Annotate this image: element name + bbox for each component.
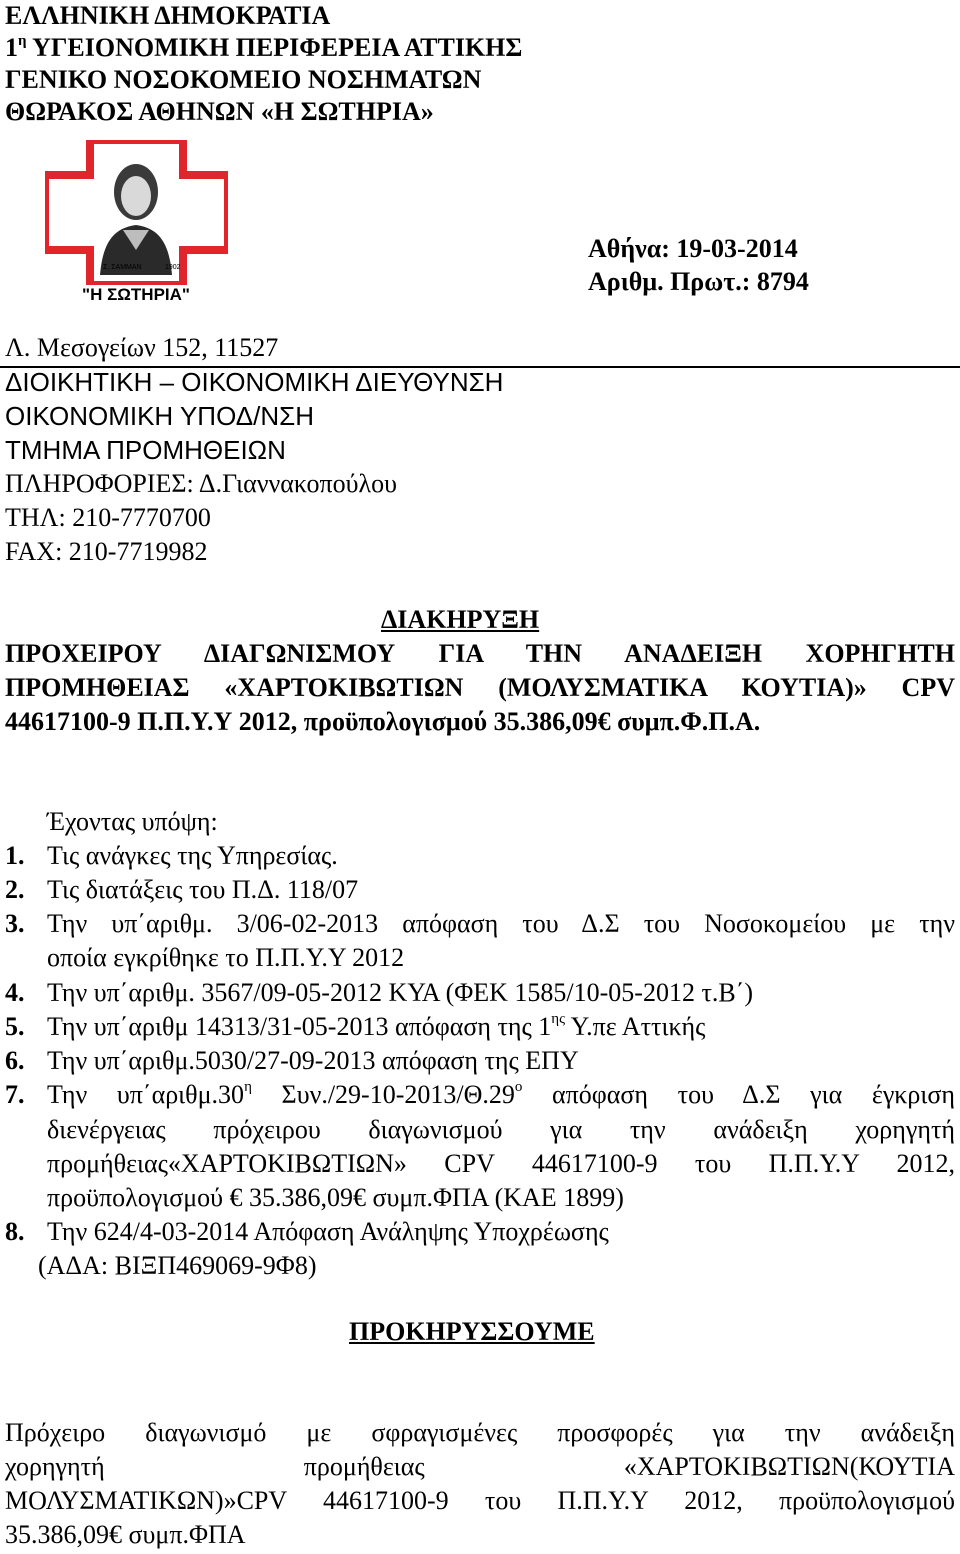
item-number: 7.	[5, 1080, 25, 1109]
phone: ΤΗΛ: 210-7770700	[5, 503, 211, 532]
proclaim-heading: ΠΡΟΚΗΡΥΣΣΟΥΜΕ	[349, 1317, 595, 1346]
subdirectorate: ΟΙΚΟΝΟΜΙΚΗ ΥΠΟΔ/ΝΣΗ	[5, 401, 314, 431]
header-hospital-name: ΘΩΡΑΚΟΣ ΑΘΗΝΩΝ «Η ΣΩΤΗΡΙΑ»	[5, 97, 434, 126]
list-item-text: Συν./29-10-2013/Θ.29	[251, 1080, 515, 1109]
header-hospital: ΓΕΝΙΚΟ ΝΟΣΟΚΟΜΕΙΟ ΝΟΣΗΜΑΤΩΝ	[5, 65, 482, 94]
logo-name: Σ. ΣΑΜΜΑΝ	[103, 264, 142, 271]
protocol-number: Αριθμ. Πρωτ.: 8794	[588, 267, 809, 296]
list-item-text: Την υπ΄αριθμ.30	[47, 1080, 245, 1109]
list-item: Την υπ΄αριθμ. 3/06-02-2013 απόφαση του Δ.Σ του Νοσοκομείου με την	[47, 909, 955, 938]
list-item-text: απόφαση του Δ.Σ για έγκριση	[522, 1080, 955, 1109]
announcement-title-line3: 44617100-9 Π.Π.Υ.Υ 2012, προϋπολογισμού 35.386,09€ συμπ.Φ.Π.Α.	[5, 707, 761, 736]
proclaim-text-line2: χορηγητή προμήθειας «ΧΑΡΤΟΚΙΒΩΤΙΩΝ(ΚΟΥΤΙΑ	[5, 1452, 955, 1481]
header-region	[5, 32, 522, 64]
list-item: Την υπ΄αριθμ.5030/27-09-2013 απόφαση της ΕΠΥ	[47, 1046, 579, 1075]
list-item-continued: διενέργειας πρόχειρου διαγωνισμού για την ανάδειξη χορηγητή	[47, 1115, 955, 1144]
list-item: Την 624/4-03-2014 Απόφαση Ανάληψης Υποχρέωσης	[47, 1217, 609, 1246]
item-number: 4.	[5, 978, 25, 1007]
department: ΤΜΗΜΑ ΠΡΟΜΗΘΕΙΩΝ	[5, 435, 286, 465]
list-item: Τις διατάξεις του Π.Δ. 118/07	[47, 875, 359, 904]
item-number: 2.	[5, 875, 25, 904]
list-item-continued: προϋπολογισμού € 35.386,09€ συμπ.ΦΠΑ (ΚΑΕ 1899)	[47, 1183, 624, 1212]
item-number: 8.	[5, 1217, 25, 1246]
announcement-title-line2: ΠΡΟΜΗΘΕΙΑΣ «ΧΑΡΤΟΚΙΒΩΤΙΩΝ (ΜΟΛΥΣΜΑΤΙΚΑ ΚΟΥΤΙΑ)» CPV	[5, 673, 955, 702]
header-country: ΕΛΛΗΝΙΚΗ ΔΗΜΟΚΡΑΤΙΑ	[5, 1, 331, 30]
fax: FAX: 210-7719982	[5, 537, 208, 566]
list-item-sup: η	[244, 1079, 252, 1095]
list-item-continued: οποία εγκρίθηκε το Π.Π.Υ.Υ 2012	[47, 943, 405, 972]
announcement-title-line1: ΠΡΟΧΕΙΡΟΥ ΔΙΑΓΩΝΙΣΜΟΥ ΓΙΑ ΤΗΝ ΑΝΑΔΕΙΞΗ ΧΟΡΗΓΗΤΗ	[5, 639, 955, 668]
info-contact: ΠΛΗΡΟΦΟΡΙΕΣ: Δ.Γιαννακοπούλου	[5, 469, 397, 498]
list-item-sup: ο	[514, 1079, 523, 1095]
proclaim-text-line3: ΜΟΛΥΣΜΑΤΙΚΩΝ)»CPV 44617100-9 του Π.Π.Υ.Υ 2012, προϋπολογισμού	[5, 1486, 955, 1515]
address: Λ. Μεσογείων 152, 11527	[5, 333, 279, 362]
logo-caption: "Η ΣΩΤΗΡΙΑ"	[82, 285, 190, 304]
list-item: Τις ανάγκες της Υπηρεσίας.	[47, 841, 338, 870]
document-date: Αθήνα: 19-03-2014	[588, 234, 798, 263]
list-item-continued: (ΑΔΑ: ΒΙΞΠ469069-9Φ8)	[38, 1251, 317, 1280]
list-item	[47, 1010, 705, 1044]
considering-intro: Έχοντας υπόψη:	[47, 807, 218, 836]
header-region-number: 1	[5, 33, 18, 62]
logo-year: 1902	[165, 264, 181, 271]
list-item-text: Υ.πε Αττικής	[565, 1012, 706, 1041]
list-item-continued: προμήθειας«ΧΑΡΤΟΚΙΒΩΤΙΩΝ» CPV 44617100-9 του Π.Π.Υ.Υ 2012,	[47, 1149, 955, 1178]
announcement-heading: ΔΙΑΚΗΡΥΞΗ	[381, 605, 540, 634]
list-item	[47, 1078, 955, 1112]
header-region-sup: η	[18, 33, 27, 49]
hospital-logo	[45, 140, 228, 305]
list-item-sup: ης	[551, 1011, 566, 1027]
item-number: 5.	[5, 1012, 25, 1041]
header-region-text: ΥΓΕΙΟΝΟΜΙΚΗ ΠΕΡΙΦΕΡΕΙΑ ΑΤΤΙΚΗΣ	[26, 33, 523, 62]
proclaim-text-line1: Πρόχειρο διαγωνισμό με σφραγισμένες προσφορές για την ανάδειξη	[5, 1418, 955, 1447]
item-number: 3.	[5, 909, 25, 938]
list-item: Την υπ΄αριθμ. 3567/09-05-2012 ΚΥΑ (ΦΕΚ 1585/10-05-2012 τ.Β΄)	[47, 978, 754, 1007]
item-number: 6.	[5, 1046, 25, 1075]
list-item-text: Την υπ΄αριθμ 14313/31-05-2013 απόφαση της 1	[47, 1012, 552, 1041]
proclaim-text-line4: 35.386,09€ συμπ.ΦΠΑ	[5, 1520, 246, 1549]
directorate: ΔΙΟΙΚΗΤΙΚΗ – ΟΙΚΟΝΟΜΙΚΗ ΔΙΕΥΘΥΝΣΗ	[5, 367, 504, 397]
item-number: 1.	[5, 841, 25, 870]
